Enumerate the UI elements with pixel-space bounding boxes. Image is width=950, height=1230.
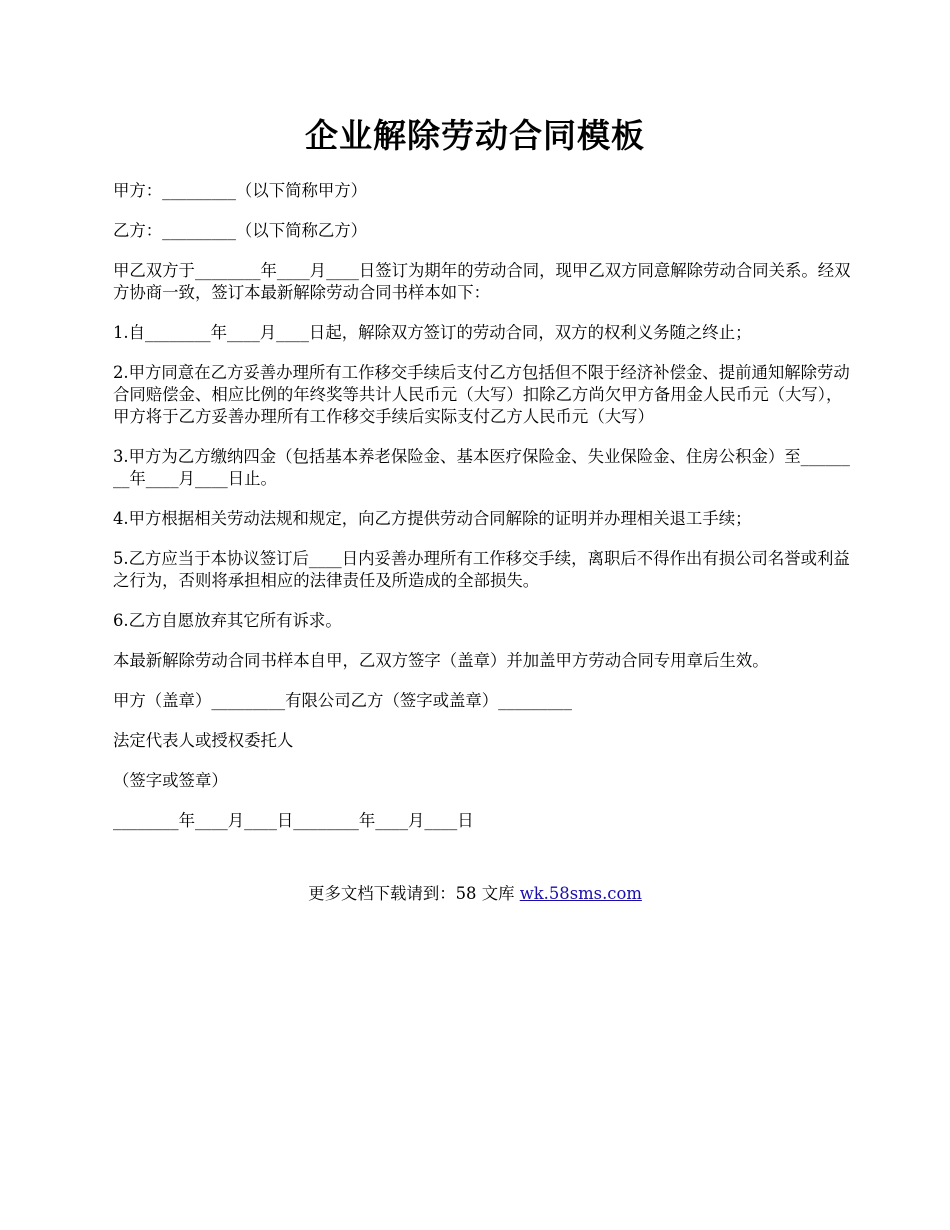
download-footer bbox=[0, 883, 950, 905]
date-line: ________年____月____日________年____月____日 bbox=[113, 811, 474, 830]
clause-3: 3.甲方为乙方缴纳四金（包括基本养老保险金、基本医疗保险金、失业保险金、住房公积金）至________年____月____日止。 bbox=[113, 447, 850, 488]
signature-line: 甲方（盖章）_________有限公司乙方（签字或盖章）_________ bbox=[113, 691, 572, 710]
party-a-line: 甲方：_________（以下简称甲方） bbox=[113, 181, 368, 200]
clause-5: 5.乙方应当于本协议签订后____日内妥善办理所有工作移交手续，离职后不得作出有损公司名誉或利益之行为，否则将承担相应的法律责任及所造成的全部损失。 bbox=[113, 549, 850, 590]
clause-4: 4.甲方根据相关劳动法规和规定，向乙方提供劳动合同解除的证明并办理相关退工手续； bbox=[113, 509, 752, 528]
footer-prefix: 更多文档下载请到：58 文库 bbox=[308, 884, 520, 903]
footer-link[interactable]: wk.58sms.com bbox=[519, 884, 642, 903]
document-body bbox=[113, 180, 853, 850]
sign-or-seal-line: （签字或签章） bbox=[113, 771, 228, 790]
clause-2: 2.甲方同意在乙方妥善办理所有工作移交手续后支付乙方包括但不限于经济补偿金、提前通知解除劳动合同赔偿金、相应比例的年终奖等共计人民币元（大写）扣除乙方尚欠甲方备用金人民币元（大写），甲方将于乙方妥善办理所有工作移交手续后实际支付乙方人民币元（大写） bbox=[113, 363, 850, 426]
party-b-line: 乙方：_________（以下简称乙方） bbox=[113, 221, 368, 240]
document-title: 企业解除劳动合同模板 bbox=[305, 116, 645, 155]
clause-1: 1.自________年____月____日起，解除双方签订的劳动合同，双方的权利义务随之终止； bbox=[113, 323, 752, 342]
effective-statement: 本最新解除劳动合同书样本自甲，乙双方签字（盖章）并加盖甲方劳动合同专用章后生效。 bbox=[113, 651, 769, 670]
clause-6: 6.乙方自愿放弃其它所有诉求。 bbox=[113, 611, 342, 630]
legal-representative-line: 法定代表人或授权委托人 bbox=[113, 731, 294, 750]
intro-paragraph: 甲乙双方于________年____月____日签订为期年的劳动合同，现甲乙双方同意解除劳动合同关系。经双方协商一致，签订本最新解除劳动合同书样本如下： bbox=[113, 261, 851, 302]
